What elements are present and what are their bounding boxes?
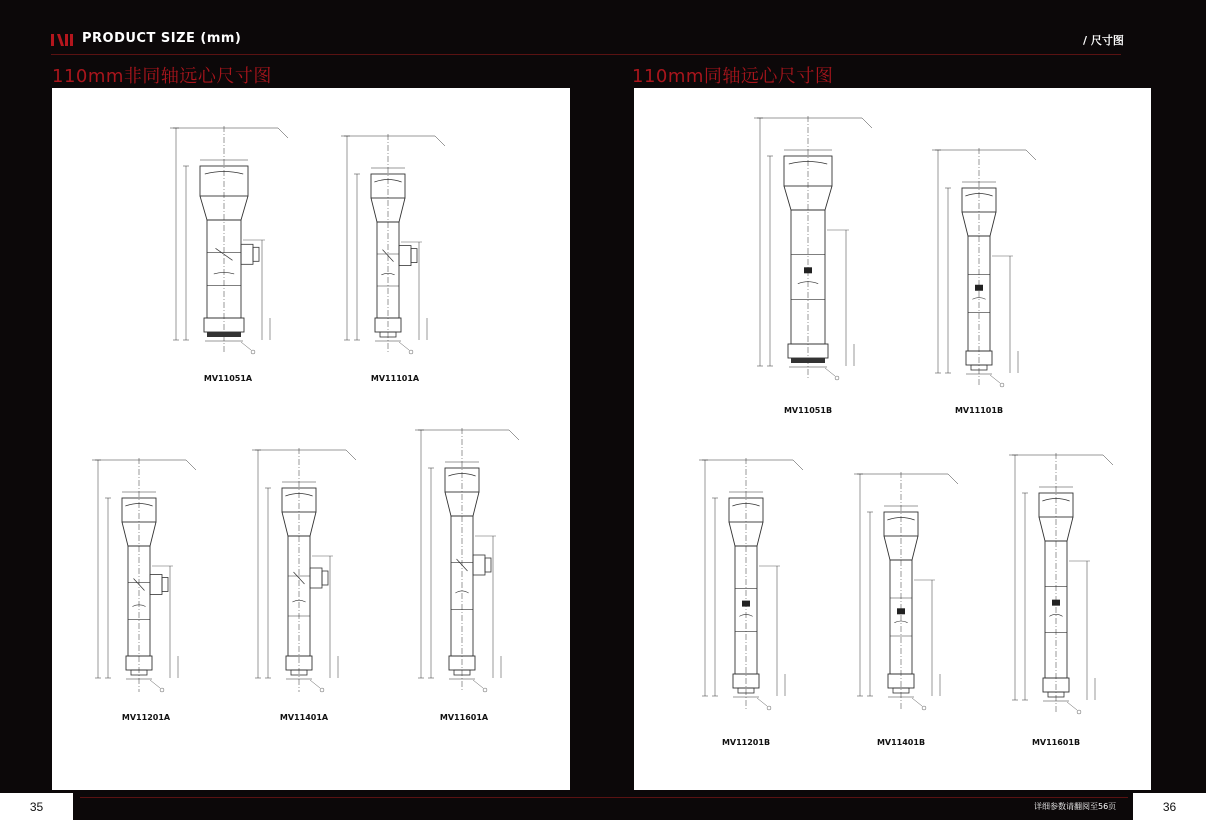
left-page-heading: 110mm非同轴远心尺寸图 <box>52 66 272 87</box>
model-label-mv11601b: MV11601B <box>1031 738 1081 747</box>
lens-drawing-mv11051b <box>754 116 872 380</box>
lens-drawing-mv11101b <box>932 148 1036 387</box>
right-page-heading: 110mm同轴远心尺寸图 <box>632 66 834 87</box>
left-drawings <box>52 88 570 790</box>
model-label-mv11401a: MV11401A <box>279 713 329 722</box>
page-number-left: 35 <box>0 793 73 820</box>
model-label-mv11201b: MV11201B <box>721 738 771 747</box>
brand-title: PRODUCT SIZE (mm) <box>82 31 242 46</box>
lens-drawing-mv11401b <box>854 472 958 710</box>
model-label-mv11201a: MV11201A <box>121 713 171 722</box>
brand-logo-icon <box>51 33 73 47</box>
top-bar <box>0 0 1206 56</box>
left-drawing-panel <box>52 88 570 790</box>
lens-drawing-mv11401a <box>252 448 356 692</box>
model-label-mv11101b: MV11101B <box>954 406 1004 415</box>
lens-drawing-mv11201a <box>92 458 196 692</box>
model-label-mv11601a: MV11601A <box>439 713 489 722</box>
lens-drawing-mv11601a <box>415 428 519 692</box>
model-label-mv11051a: MV11051A <box>203 374 253 383</box>
model-label-mv11401b: MV11401B <box>876 738 926 747</box>
lens-drawing-mv11051a <box>170 126 288 354</box>
model-label-mv11101a: MV11101A <box>370 374 420 383</box>
lens-drawing-mv11201b <box>699 458 803 710</box>
right-drawing-panel <box>634 88 1151 790</box>
lens-drawing-mv11601b <box>1009 453 1113 714</box>
footer-note: 详细参数请翻阅至56页 <box>1034 802 1117 811</box>
lens-drawing-mv11101a <box>341 134 445 354</box>
model-label-mv11051b: MV11051B <box>783 406 833 415</box>
bottom-divider <box>80 797 1128 798</box>
right-drawings <box>634 88 1151 790</box>
page-number-right: 36 <box>1133 793 1206 820</box>
bottom-bar <box>0 790 1206 820</box>
section-tag: / 尺寸图 <box>1083 34 1124 47</box>
top-divider <box>51 54 1121 55</box>
